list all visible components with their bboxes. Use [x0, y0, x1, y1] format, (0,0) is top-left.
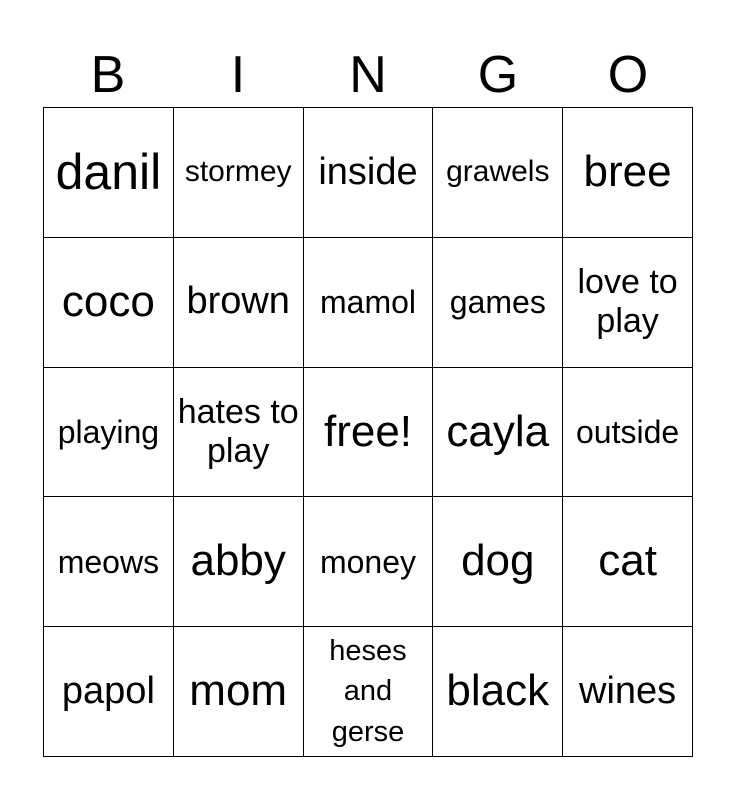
bingo-cell-r3-c2[interactable]: hates to play	[174, 368, 304, 498]
bingo-cell-r1-c1[interactable]: danil	[44, 108, 174, 238]
bingo-cell-r3-c1[interactable]: playing	[44, 368, 174, 498]
bingo-cell-r2-c3[interactable]: mamol	[304, 238, 434, 368]
bingo-cell-r2-c5[interactable]: love to play	[563, 238, 693, 368]
bingo-cell-r5-c1[interactable]: papol	[44, 627, 174, 757]
bingo-cell-r3-c3[interactable]: free!	[304, 368, 434, 498]
bingo-cell-r5-c3[interactable]: heses and gerse	[304, 627, 434, 757]
header-letter-o: O	[607, 46, 649, 104]
bingo-cell-r4-c2[interactable]: abby	[174, 497, 304, 627]
bingo-cell-r4-c4[interactable]: dog	[433, 497, 563, 627]
bingo-cell-r3-c4[interactable]: cayla	[433, 368, 563, 498]
bingo-cell-r1-c5[interactable]: bree	[563, 108, 693, 238]
bingo-header	[43, 44, 693, 106]
bingo-cell-r5-c4[interactable]: black	[433, 627, 563, 757]
bingo-cell-r1-c2[interactable]: stormey	[174, 108, 304, 238]
bingo-cell-r1-c4[interactable]: grawels	[433, 108, 563, 238]
header-letter-i: I	[230, 46, 246, 104]
header-letter-b: B	[90, 46, 126, 104]
bingo-cell-r2-c4[interactable]: games	[433, 238, 563, 368]
bingo-cell-r5-c5[interactable]: wines	[563, 627, 693, 757]
header-letter-g: G	[477, 46, 519, 104]
bingo-cell-r4-c3[interactable]: money	[304, 497, 434, 627]
bingo-cell-r4-c1[interactable]: meows	[44, 497, 174, 627]
bingo-cell-r5-c2[interactable]: mom	[174, 627, 304, 757]
bingo-cell-r4-c5[interactable]: cat	[563, 497, 693, 627]
bingo-cell-r2-c1[interactable]: coco	[44, 238, 174, 368]
bingo-cell-r2-c2[interactable]: brown	[174, 238, 304, 368]
bingo-board	[43, 107, 693, 757]
bingo-cell-r3-c5[interactable]: outside	[563, 368, 693, 498]
header-letter-n: N	[349, 46, 387, 104]
bingo-cell-r1-c3[interactable]: inside	[304, 108, 434, 238]
